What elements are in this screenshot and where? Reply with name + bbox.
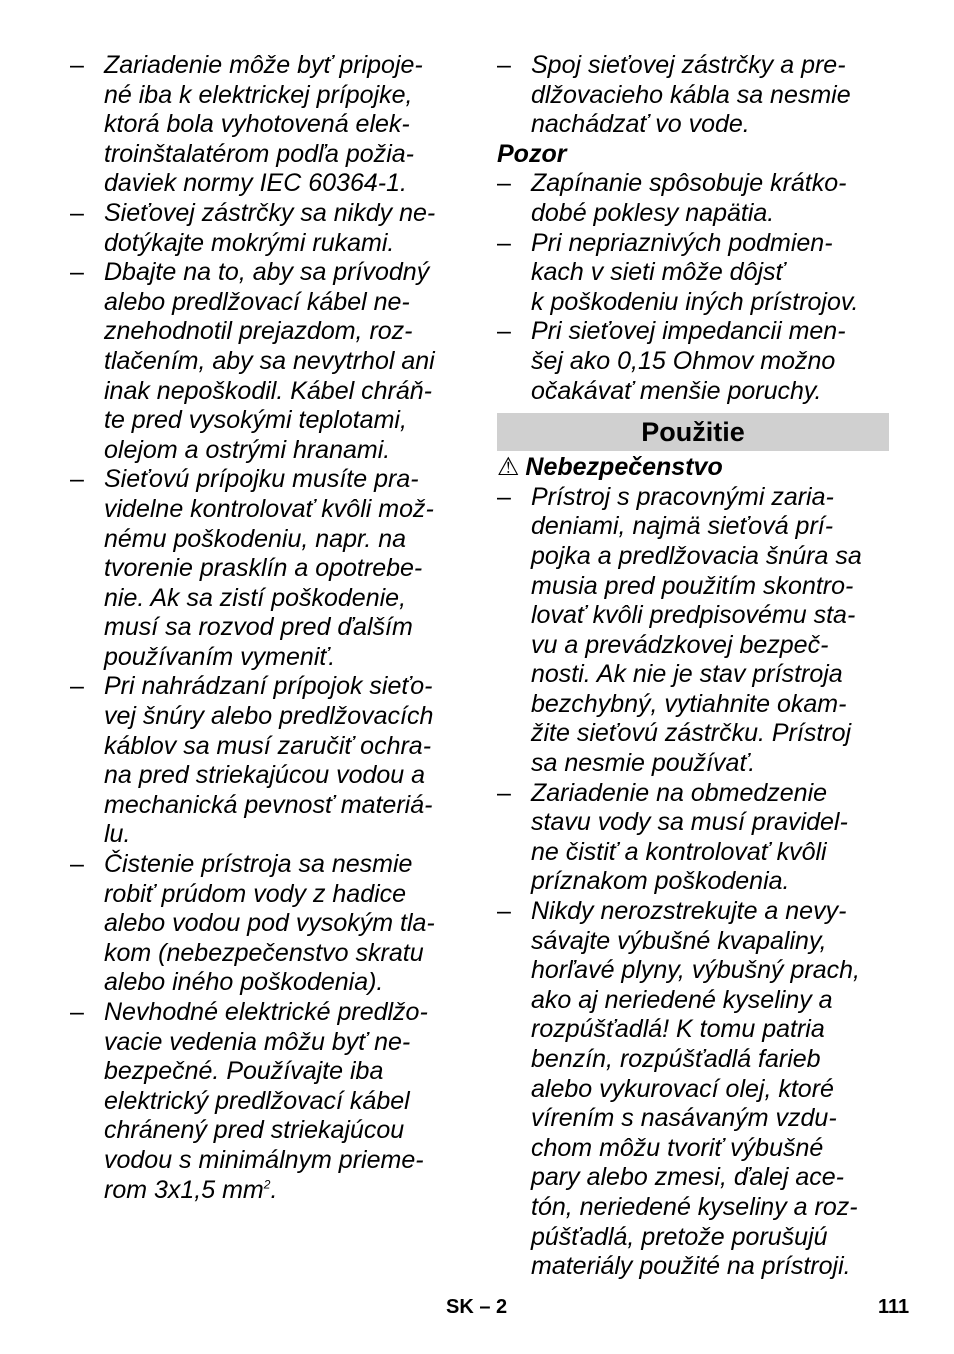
list-item bbox=[497, 229, 889, 318]
list-item bbox=[70, 51, 465, 199]
warning-triangle-icon: ⚠ bbox=[497, 453, 520, 482]
danger-heading bbox=[497, 453, 889, 483]
section-heading-bar bbox=[497, 413, 889, 451]
list-item bbox=[497, 169, 889, 228]
list-item bbox=[497, 483, 889, 779]
dash-bullet: – bbox=[70, 850, 84, 879]
danger-heading-text: Nebezpečenstvo bbox=[525, 453, 723, 482]
section-title: Použitie bbox=[641, 416, 745, 447]
item-text: Zariadenie môže byť pripoje- né iba k elektrickej prípojke, ktorá bola vyhotovená elek- troinštalatérom podľa požia- daviek normy IEC 60364-1. bbox=[104, 51, 423, 198]
item-text: Zariadenie na obmedzenie stavu vody sa musí pravidel- ne čistiť a kontrolovať kvôli príznakom poškodenia. bbox=[531, 778, 848, 896]
pozor-heading: Pozor bbox=[497, 139, 567, 168]
item-text: Pri nepriaznivých podmien- kach v sieti môže dôjsť k poškodeniu iných prístrojov. bbox=[531, 228, 859, 316]
item-text-main: Nevhodné elektrické predlžo- vacie vedenia môžu byť ne- bezpečné. Používajte iba elektrický predlžovací kábel chránený pred striekajúcou vodou s minimálnym prieme- rom 3x1,5 mm bbox=[104, 998, 428, 1204]
right-column bbox=[497, 51, 889, 1282]
item-text bbox=[104, 998, 465, 1205]
list-item bbox=[70, 672, 465, 850]
page-number: 111 bbox=[878, 1296, 910, 1318]
item-text: Zapínanie spôsobuje krátko- dobé poklesy napätia. bbox=[531, 169, 847, 227]
item-text: Spoj sieťovej zástrčky a pre- dlžovacieho kábla sa nesmie nachádzať vo vode. bbox=[531, 51, 851, 139]
dash-bullet: – bbox=[497, 228, 511, 257]
list-item bbox=[70, 465, 465, 672]
dash-bullet: – bbox=[70, 51, 84, 79]
item-text: Čistenie prístroja sa nesmie robiť prúdom vody z hadice alebo vodou pod vysokým tla- kom (nebezpečenstvo skratu alebo iného poškodenia). bbox=[104, 850, 435, 997]
left-column bbox=[70, 51, 465, 1205]
dash-bullet: – bbox=[70, 258, 84, 287]
list-item bbox=[497, 779, 889, 897]
list-item bbox=[70, 258, 465, 465]
list-item bbox=[70, 199, 465, 258]
item-text: Pri sieťovej impedancii men- šej ako 0,15 Ohmov možno očakávať menšie poruchy. bbox=[531, 317, 846, 405]
dash-bullet: – bbox=[497, 51, 511, 79]
list-item bbox=[497, 897, 889, 1282]
dash-bullet: – bbox=[70, 465, 84, 494]
item-text: Nikdy nerozstrekujte a nevy- sávajte výbušné kvapaliny, horľavé plyny, výbušný prach, ako aj neriedené kyseliny a rozpúšťadlá! K tomu patria benzín, rozpúšťadlá farieb alebo vykurovací olej, ktoré vírením s nasávaným vzdu- chom môžu tvoriť výbušné pary alebo zmesi, ďalej ace- tón, neriedené kyseliny a roz- púšťadlá, pretože porušujú materiály použité na prístroji. bbox=[531, 897, 860, 1281]
dash-bullet: – bbox=[70, 198, 84, 227]
list-item bbox=[70, 850, 465, 998]
footer-language-page: SK – 2 bbox=[446, 1296, 508, 1318]
dash-bullet: – bbox=[497, 317, 511, 346]
list-item bbox=[497, 317, 889, 406]
dash-bullet: – bbox=[497, 778, 511, 807]
item-text: Dbajte na to, aby sa prívodný alebo predlžovací kábel ne- znehodnotil prejazdom, roz- tlačením, aby sa nevytrhol ani inak nepoškodil. Kábel chráň- te pred vysokými teplotami, olejom a ostrými hranami. bbox=[104, 258, 435, 464]
dash-bullet: – bbox=[70, 998, 84, 1026]
list-item bbox=[70, 998, 465, 1205]
list-item bbox=[497, 51, 889, 140]
superscript: 2 bbox=[263, 1177, 271, 1192]
item-text: Pri nahrádzaní prípojok sieťo- vej šnúry alebo predlžovacích káblov sa musí zaručiť ochra- na pred striekajúcou vodou a mechanická pevnosť materiá- lu. bbox=[104, 672, 434, 849]
dash-bullet: – bbox=[497, 482, 511, 511]
item-text: Sieťovej zástrčky sa nikdy ne- dotýkajte mokrými rukami. bbox=[104, 198, 436, 257]
dash-bullet: – bbox=[497, 897, 511, 926]
item-text-tail: . bbox=[270, 1175, 278, 1204]
dash-bullet: – bbox=[70, 672, 84, 701]
item-text: Prístroj s pracovnými zaria- deniami, najmä sieťová prí- pojka a predlžovacia šnúra sa musia pred použitím skontro- lovať kvôli predpisovému sta- vu a prevádzkovej bezpeč- nosti. Ak nie je stav prístroja bezchybný, vytiahnite okam- žite sieťovú zástrčku. Prístroj sa nesmie používať. bbox=[531, 482, 862, 778]
dash-bullet: – bbox=[497, 169, 511, 198]
item-text: Sieťovú prípojku musíte pra- videlne kontrolovať kvôli mož- nému poškodeniu, napr. na tvorenie prasklín a opotrebe- nie. Ak sa zistí poškodenie, musí sa rozvod pred ďalším používaním vymeniť. bbox=[104, 465, 434, 671]
